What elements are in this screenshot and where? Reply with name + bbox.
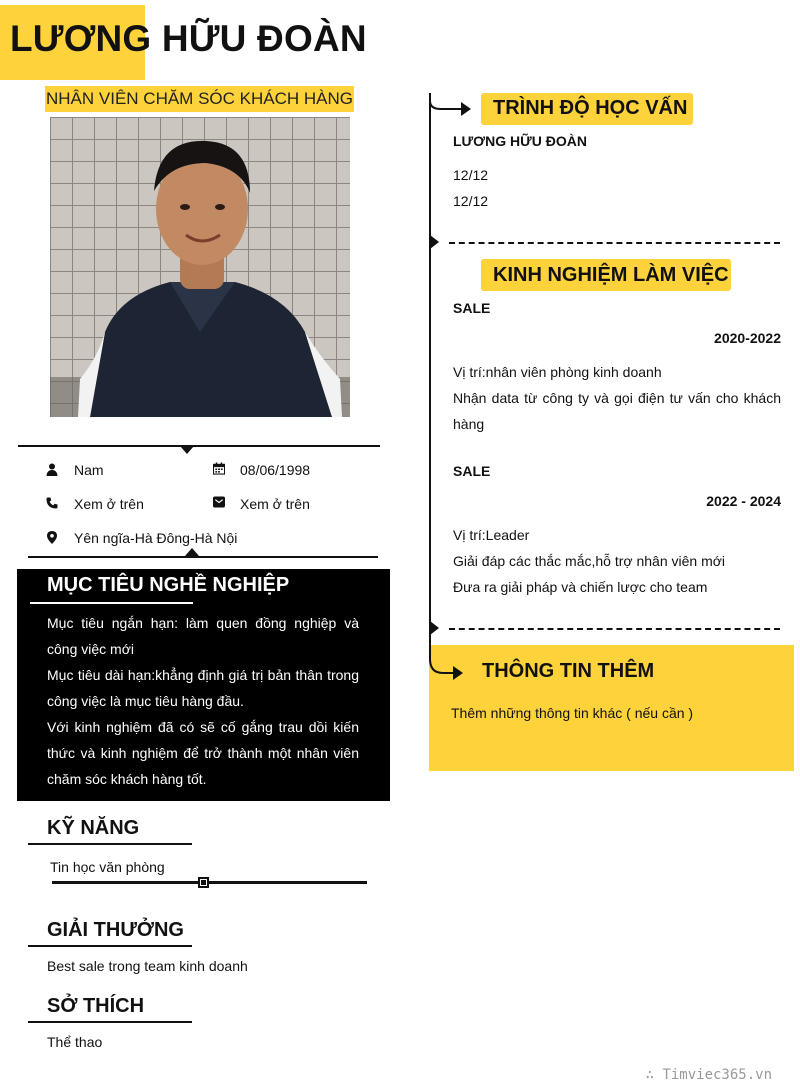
- info-bottom-divider: [28, 556, 378, 558]
- education-school: LƯƠNG HỮU ĐOÀN: [453, 133, 587, 149]
- skills-title: KỸ NĂNG: [47, 817, 140, 839]
- skills-underline: [28, 843, 192, 845]
- info-top-marker: [180, 446, 194, 454]
- awards-title: GIẢI THƯỞNG: [47, 919, 184, 941]
- extra-info-title: THÔNG TIN THÊM: [482, 660, 655, 682]
- location-pin-icon: [46, 530, 58, 544]
- education-line-1: 12/12: [453, 167, 489, 183]
- job-2-detail-3: Đưa ra giải pháp và chiến lược cho team: [453, 579, 708, 595]
- watermark-text: Timviec365.vn: [662, 1067, 772, 1083]
- job-2-period: 2022 - 2024: [706, 493, 781, 509]
- experience-divider: [449, 628, 780, 630]
- address-value: Yên ngĩa-Hà Đông-Hà Nội: [74, 530, 238, 546]
- calendar-icon: [213, 461, 225, 475]
- job-1-detail-1: Vị trí:nhân viên phòng kinh doanh: [453, 364, 662, 380]
- education-arrow-icon: [429, 93, 473, 123]
- awards-text: Best sale trong team kinh doanh: [47, 958, 248, 974]
- birthday-value: 08/06/1998: [240, 462, 311, 478]
- education-divider: [449, 242, 780, 244]
- education-title: TRÌNH ĐỘ HỌC VẤN: [493, 97, 688, 119]
- candidate-name: LƯƠNG HỮU ĐOÀN: [10, 18, 367, 59]
- email-icon: [213, 495, 225, 509]
- job-title: NHÂN VIÊN CHĂM SÓC KHÁCH HÀNG: [45, 86, 354, 112]
- skill-level-track: [52, 881, 367, 884]
- experience-end-marker: [430, 621, 439, 635]
- hobbies-title: SỞ THÍCH: [47, 995, 145, 1017]
- extra-info-arrow-icon: [429, 645, 465, 689]
- career-objective-text: Mục tiêu ngắn hạn: làm quen đồng nghiệp và công việc mới Mục tiêu dài hạn:khẳng định giá trị bản thân trong công việc là mục tiêu hàng đầu. Với kinh nghiệm đã có sẽ cố gắng trau dồi kiến thức và kinh nghiệm để trở thành một nhân viên chăm sóc khách hàng tốt.: [47, 615, 359, 787]
- education-end-marker: [430, 235, 439, 249]
- hobbies-text: Thể thao: [47, 1034, 103, 1050]
- profile-photo-illustration: [50, 117, 350, 417]
- timeline-line: [429, 93, 431, 653]
- gender-value: Nam: [74, 462, 104, 478]
- watermark: [646, 1067, 772, 1083]
- job-2-detail-1: Vị trí:Leader: [453, 527, 530, 543]
- phone-icon: [46, 496, 58, 510]
- career-objective-section: [17, 569, 390, 801]
- job-1-company: SALE: [453, 300, 491, 316]
- email-value: Xem ở trên: [240, 496, 310, 512]
- info-top-divider: [18, 445, 380, 447]
- awards-underline: [28, 945, 192, 947]
- experience-title: KINH NGHIỆM LÀM VIỆC: [493, 264, 729, 286]
- watermark-dots-icon: ∴: [645, 1067, 663, 1083]
- job-1-detail-2: Nhận data từ công ty và gọi điện tư vấn cho khách hàng: [453, 390, 781, 432]
- job-1-period: 2020-2022: [714, 330, 781, 346]
- job-2-company: SALE: [453, 463, 491, 479]
- profile-photo: [50, 117, 350, 417]
- career-objective-title: MỤC TIÊU NGHỀ NGHIỆP: [47, 574, 290, 596]
- skill-name: Tin học văn phòng: [50, 859, 165, 875]
- hobbies-underline: [28, 1021, 192, 1023]
- extra-info-text: Thêm những thông tin khác ( nếu cần ): [451, 705, 694, 721]
- phone-value: Xem ở trên: [74, 496, 144, 512]
- job-2-detail-2: Giải đáp các thắc mắc,hỗ trợ nhân viên mới: [453, 553, 726, 569]
- education-line-2: 12/12: [453, 193, 489, 209]
- career-objective-underline: [30, 602, 193, 604]
- skill-level-handle: [198, 877, 209, 888]
- user-icon: [46, 462, 58, 476]
- info-bottom-marker: [185, 548, 199, 556]
